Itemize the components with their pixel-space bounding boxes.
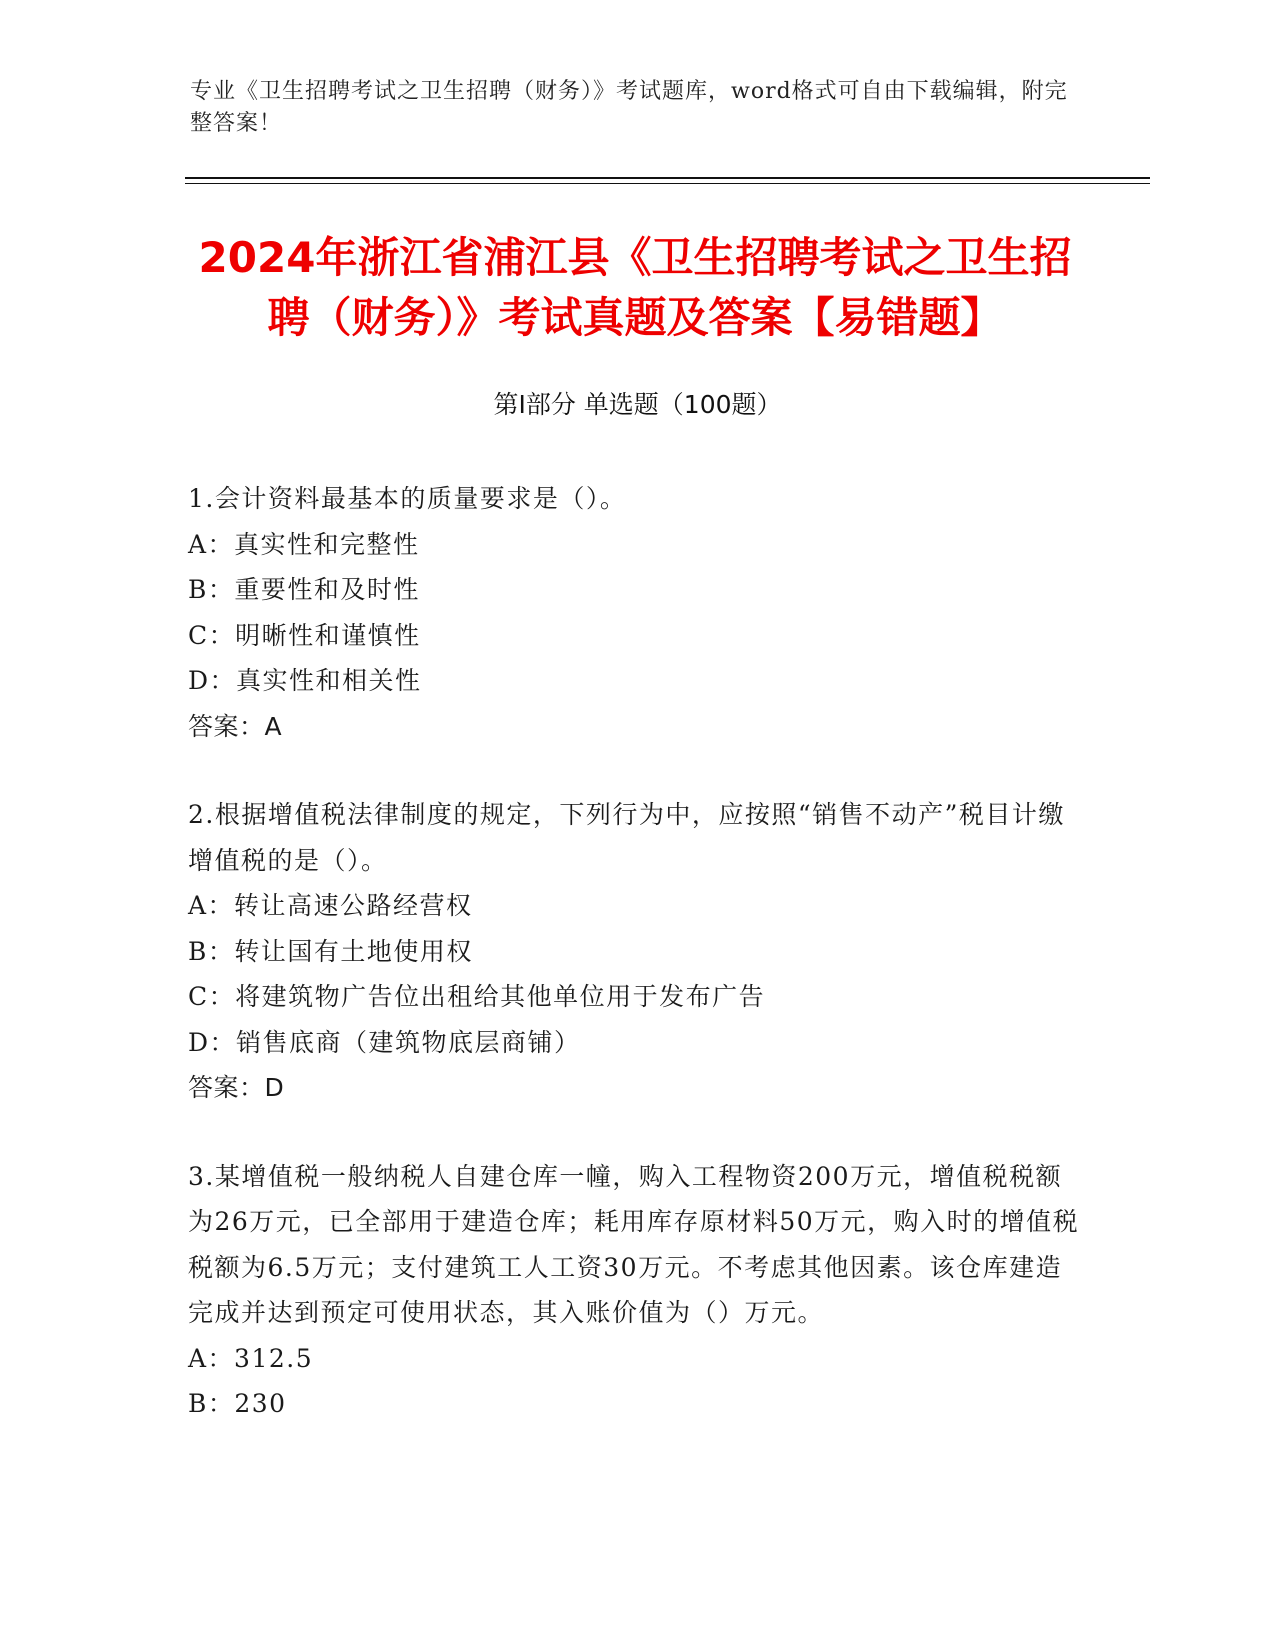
section-heading: 第I部分 单选题（100题） xyxy=(493,390,782,419)
option-b: B：230 xyxy=(188,1389,287,1418)
option-d: D：销售底商（建筑物底层商铺） xyxy=(188,1027,581,1057)
question-stem: 3.某增值税一般纳税人自建仓库一幢，购入工程物资200万元，增值税税额为26万元，已全部用于建造仓库；耗用库存原材料50万元，购入时的增值税税额为6.5万元；支付建筑工人工资30万元。不考虑其他因素。该仓库建造完成并达到预定可使用状态，其入账价值为（）万元。 xyxy=(188,1161,1080,1327)
header-divider-thin xyxy=(185,183,1150,184)
question-item xyxy=(188,1154,1088,1427)
question-item xyxy=(188,792,1088,1111)
document-title: 2024年浙江省浦江县《卫生招聘考试之卫生招聘（财务）》考试真题及答案【易错题】 xyxy=(198,233,1072,342)
question-item xyxy=(188,476,1088,749)
question-list xyxy=(188,476,1088,1470)
option-a: A：312.5 xyxy=(188,1343,314,1373)
question-stem: 2.根据增值税法律制度的规定，下列行为中，应按照“销售不动产”税目计缴增值税的是（）。 xyxy=(188,800,1065,875)
answer-line: 答案：A xyxy=(188,711,283,741)
option-a: A：转让高速公路经营权 xyxy=(188,891,473,920)
header-note: 专业《卫生招聘考试之卫生招聘（财务）》考试题库，word格式可自由下载编辑，附完整答案！ xyxy=(190,79,1068,136)
header-divider xyxy=(185,177,1150,179)
answer-line: 答案：D xyxy=(188,1073,285,1102)
option-c: C：将建筑物广告位出租给其他单位用于发布广告 xyxy=(188,982,766,1011)
option-b: B：转让国有土地使用权 xyxy=(188,936,473,966)
question-stem: 1.会计资料最基本的质量要求是（）。 xyxy=(188,484,627,513)
option-d: D：真实性和相关性 xyxy=(188,666,422,695)
option-c: C：明晰性和谨慎性 xyxy=(188,620,421,650)
option-b: B：重要性和及时性 xyxy=(188,575,420,604)
option-a: A：真实性和完整性 xyxy=(188,529,420,559)
